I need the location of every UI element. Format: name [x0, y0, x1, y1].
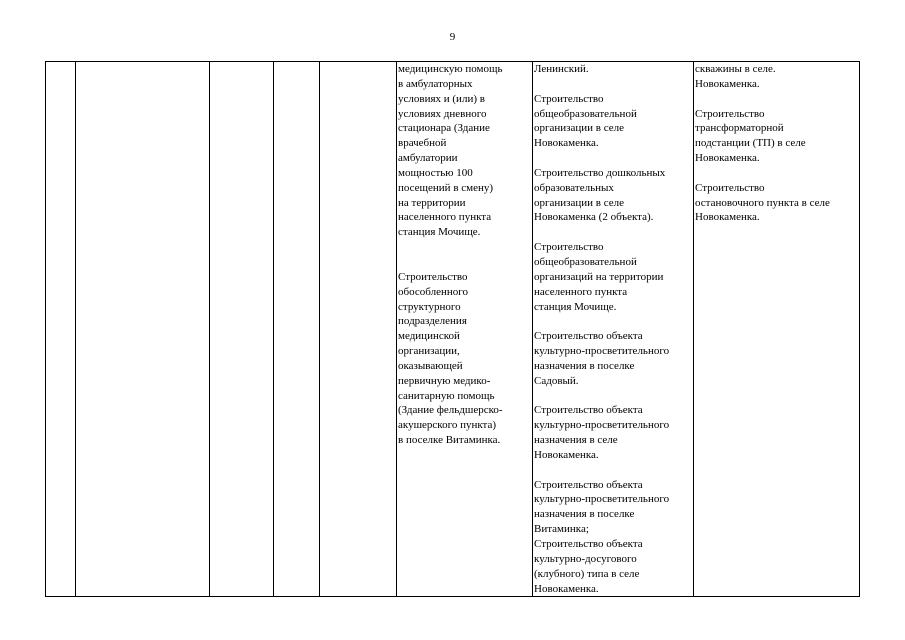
table-cell-c4	[274, 62, 320, 597]
table-cell-name	[76, 62, 210, 597]
document-table	[45, 61, 860, 597]
table-cell-c5	[320, 62, 397, 597]
table-row	[46, 62, 860, 597]
table-cell-medical	[397, 62, 533, 597]
table-cell-c3	[210, 62, 274, 597]
infrastructure-text: скважины в селе. Новокаменка. Строительство трансформаторной подстанции (ТП) в селе Новокаменка. Строительство остановочного пункта в селе Новокаменка.	[695, 63, 830, 224]
table-cell-social	[533, 62, 694, 597]
medical-facilities-text: медицинскую помощь в амбулаторных условиях и (или) в условиях дневного стационара (Здание врачебной амбулатории мощностью 100 посещений в смену) на территории населенного пункта станция Мочище. Строительство обособленного структурного подразделения медицинской организации, оказывающей первичную медико- санитарную помощь (Здание фельдшерско- акушерского пункта) в поселке Витаминка.	[398, 63, 503, 447]
social-facilities-text: Ленинский. Строительство общеобразовательной организации в селе Новокаменка. Строительство дошкольных образовательных организации в селе Новокаменка (2 объекта). Строительство общеобразовательной организаций на территории населенного пункта станция Мочище. Строительство объекта культурно-просветительного назначения в поселке Садовый. Строительство объекта культурно-просветительного назначения в селе Новокаменка. Строительство объекта культурно-просветительного назначения в поселке Витаминка; Строительство объекта культурно-досугового (клубного) типа в селе Новокаменка.	[534, 63, 670, 595]
page-number: 9	[449, 31, 456, 43]
table-cell-infrastructure	[694, 62, 860, 597]
table-cell-number	[46, 62, 76, 597]
